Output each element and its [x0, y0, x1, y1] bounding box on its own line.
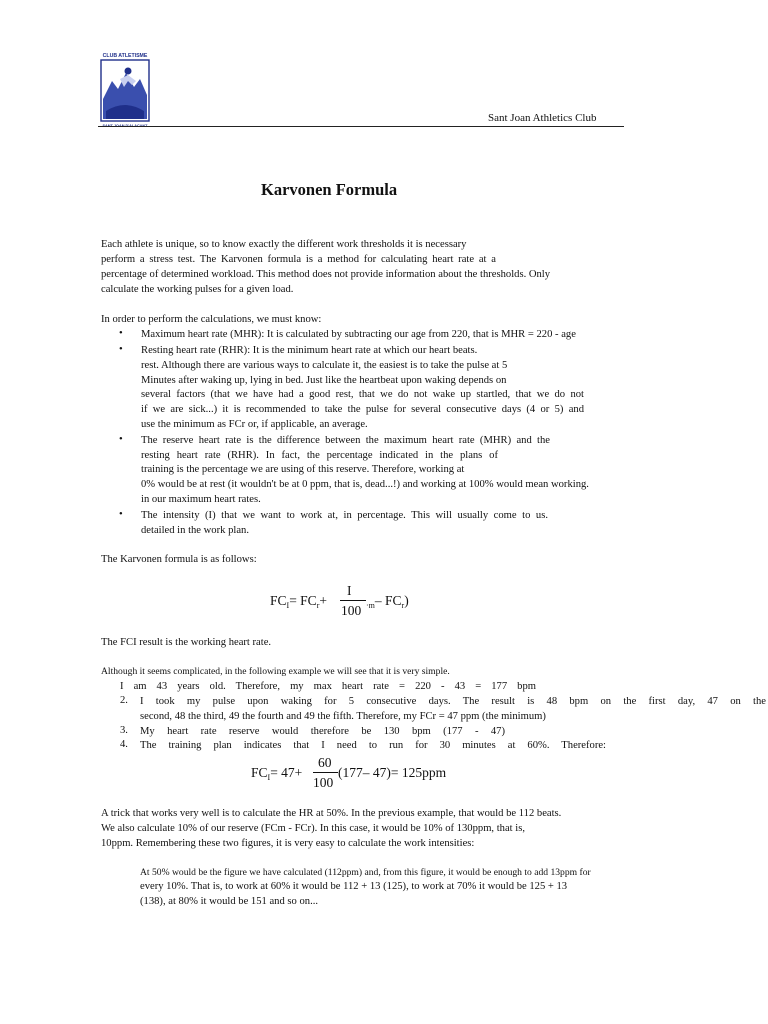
formula-tail-sub-r: r — [401, 601, 405, 610]
club-logo — [98, 51, 152, 129]
formula2-fraction-bar — [313, 772, 338, 773]
formula2-eq: = 47+ — [270, 765, 303, 780]
intro-line-1: Each athlete is unique, so to know exactly the different work thresholds it is necessary — [101, 239, 467, 250]
formula-lhs: FC — [270, 593, 287, 608]
bullet-symbol: • — [119, 509, 123, 520]
formula2-numerator: 60 — [318, 755, 332, 770]
formula-lhs-sub: I — [286, 601, 290, 610]
formula-close: ) — [404, 593, 409, 608]
bullet-symbol: • — [119, 434, 123, 445]
header-club-name: Sant Joan Athletics Club — [488, 112, 597, 124]
formula-tail-sub: ·m — [366, 601, 375, 610]
formula2-lhs-sub: I — [267, 773, 271, 782]
intro-line-3: percentage of determined workload. This method does not provide information about the thresholds. Only — [101, 269, 551, 280]
bullet-2-line-2: rest. Although there are various ways to calculate it, the easiest is to take the pulse at 5 — [141, 360, 508, 371]
intro-line-2: perform a stress test. The Karvonen formula is a method for calculating heart rate at a — [101, 254, 496, 265]
example-3-number: 3. — [120, 725, 128, 736]
formula2-tail: (177– 47)= 125ppm — [338, 765, 447, 780]
example-3-line-1: My heart rate reserve would therefore be 130 bpm (177 - 47) — [140, 726, 505, 737]
bullet-symbol: • — [119, 328, 123, 339]
fci-result: The FCI result is the working heart rate. — [101, 637, 272, 648]
bullet-4-line-2: detailed in the work plan. — [141, 525, 249, 536]
example-2-line-2: second, 48 the third, 49 the fourth and 49 the fifth. Therefore, my FCr = 47 ppm (the minimum) — [140, 711, 546, 722]
formula2-denominator: 100 — [313, 775, 334, 790]
example-1-line-1: I am 43 years old. Therefore, my max heart rate = 220 - 43 = 177 bpm — [120, 681, 536, 692]
example-4-number: 4. — [120, 739, 128, 750]
bullet-4-line-1: The intensity (I) that we want to work at, in percentage. This will usually come to us. — [141, 510, 548, 521]
bullet-1-line-1: Maximum heart rate (MHR): It is calculated by subtracting our age from 220, that is MHR = 220 - age — [141, 329, 576, 340]
formula-eq: = FC — [289, 593, 317, 608]
trick-line-3: 10ppm. Remembering these two figures, it is very easy to calculate the work intensities: — [101, 838, 475, 849]
bullet-2-line-5: if we are sick...) it is recommended to take the pulse for several consecutive days (4 or 5) and — [141, 404, 584, 415]
bullet-3-line-4: 0% would be at rest (it wouldn't be at 0 ppm, that is, dead...!) and working at 100% would mean working. — [141, 479, 589, 490]
bullet-symbol: • — [119, 344, 123, 355]
formula-minus: – FC — [374, 593, 402, 608]
formula-intro: The Karvonen formula is as follows: — [101, 554, 257, 565]
example-2-line-1: I took my pulse upon waking for 5 consecutive days. The result is 48 bpm on the first day, 47 on the — [140, 696, 766, 707]
formula-denominator: 100 — [341, 603, 362, 618]
bullet-3-line-5: in our maximum heart rates. — [141, 494, 261, 505]
note-line-2: every 10%. That is, to work at 60% it would be 112 + 13 (125), to work at 70% it would be 125 + 13 — [140, 881, 568, 892]
bullet-3-line-3: training is the percentage we are using of this reserve. Therefore, working at — [141, 464, 465, 475]
formula2-lhs: FC — [251, 765, 268, 780]
trick-line-1: A trick that works very well is to calculate the HR at 50%. In the previous example, that would be 112 beats. — [101, 808, 562, 819]
bullet-2-line-3: Minutes after waking up, lying in bed. Just like the heartbeat upon waking depends on — [141, 375, 507, 386]
bullet-2-line-6: use the minimum as FCr or, if applicable, an average. — [141, 419, 368, 430]
header-divider — [98, 126, 624, 127]
trick-line-2: We also calculate 10% of our reserve (FCm - FCr). In this case, it would be 10% of 130ppm, that is, — [101, 823, 525, 834]
logo-text-top: CLUB ATLETISME — [102, 53, 148, 59]
note-line-1: At 50% would be the figure we have calculated (112ppm) and, from this figure, it would be enough to add 13ppm for — [140, 867, 591, 878]
formula-sub-r: r — [316, 601, 320, 610]
example-4-line-1: The training plan indicates that I need to run for 30 minutes at 60%. Therefore: — [140, 740, 606, 751]
bullet-3-line-1: The reserve heart rate is the difference between the maximum heart rate (MHR) and the — [141, 435, 550, 446]
example-2-number: 2. — [120, 695, 128, 706]
bullet-2-line-1: Resting heart rate (RHR): It is the minimum heart rate at which our heart beats. — [141, 345, 478, 356]
logo-text-bottom: SANT JOAN D'ALACANT — [102, 124, 148, 128]
page-title: Karvonen Formula — [261, 180, 398, 199]
intro-line-4: calculate the working pulses for a given load. — [101, 284, 294, 295]
bullet-3-line-2: resting heart rate (RHR). In fact, the percentage indicated in the plans of — [141, 450, 498, 461]
formula-fraction-bar — [340, 600, 366, 601]
know-heading: In order to perform the calculations, we must know: — [101, 314, 322, 325]
example-intro: Although it seems complicated, in the following example we will see that it is very simple. — [101, 666, 450, 677]
formula-plus: + — [319, 593, 327, 608]
note-line-3: (138), at 80% it would be 151 and so on... — [140, 896, 319, 907]
bullet-2-line-4: several factors (that we have had a good rest, that we do not wake up startled, that we do not — [141, 389, 584, 400]
formula-numerator: I — [347, 583, 352, 598]
